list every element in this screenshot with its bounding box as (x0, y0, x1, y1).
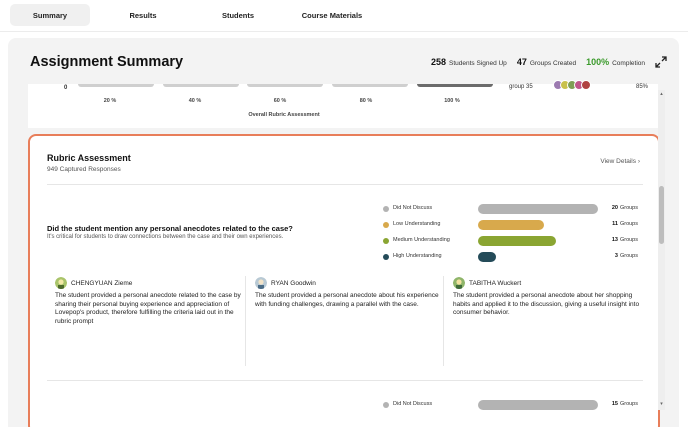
level-count-number: 11 (612, 221, 618, 227)
response-author-name: RYAN Goodwin (271, 279, 316, 287)
rubric-question: Did the student mention any personal anecdotes related to the case? (47, 224, 293, 233)
level-count-unit: Groups (619, 221, 638, 227)
x-tick-label: 80 % (359, 98, 373, 104)
level-count (612, 221, 638, 227)
groups-count: 47 (516, 57, 527, 67)
level-dot (383, 238, 389, 244)
avatar (453, 277, 465, 289)
group-avatars (556, 80, 591, 90)
page-title: Assignment Summary (30, 54, 184, 70)
chart-bar (78, 84, 154, 87)
level-count-unit: Groups (619, 205, 638, 211)
response-author-name: CHENGYUAN Zieme (71, 279, 133, 287)
chart-bar (247, 84, 323, 87)
level-bar (478, 220, 544, 230)
response-author (55, 276, 243, 290)
column-divider (443, 276, 444, 366)
level-bar (478, 204, 598, 214)
level-bar (478, 236, 556, 246)
level-name: High Understanding (393, 253, 442, 259)
tab-results[interactable]: Results (129, 10, 157, 20)
level-count (612, 237, 638, 243)
groups-label: Groups Created (529, 60, 577, 67)
students-label: Students Signed Up (448, 60, 507, 67)
rubric-subtitle: 949 Captured Responses (47, 166, 121, 173)
avatar (581, 80, 591, 90)
chart-bar (163, 84, 239, 87)
level-count-unit: Groups (619, 401, 638, 407)
divider (47, 380, 643, 381)
response-text: The student provided a personal anecdote related to the case by sharing their personal buying experience and appreciation of Lovepop's product, therefore fulfilling the criteria laid out in the rubric prompt (55, 292, 241, 325)
level-count-number: 13 (611, 237, 618, 243)
rubric-question-subtitle: It's critical for students to draw connections between the case and their own experiences. (47, 234, 284, 240)
scrollbar-thumb[interactable] (659, 186, 664, 244)
response-text: The student provided a personal anecdote about her shopping habits and applied it to the discussion, giving a useful insight into consumer behavior. (453, 292, 640, 317)
level-track (478, 204, 598, 214)
level-count (612, 205, 638, 211)
divider (47, 184, 643, 185)
level-count-number: 20 (611, 205, 618, 211)
chevron-right-icon: › (637, 158, 640, 165)
completion-stat (586, 57, 645, 67)
level-name: Medium Understanding (393, 237, 450, 243)
avatar (55, 277, 67, 289)
x-axis-title: Overall Rubric Assessment (248, 112, 320, 118)
level-dot (383, 222, 389, 228)
level-bar (478, 400, 598, 410)
response-card (55, 276, 243, 326)
level-track (478, 400, 598, 410)
view-details-label: View Details (600, 158, 637, 165)
students-count: 258 (430, 57, 446, 67)
scroll-down-arrow[interactable]: ▾ (660, 401, 663, 407)
level-name: Low Understanding (393, 221, 441, 227)
column-divider (245, 276, 246, 366)
x-tick-label: 40 % (188, 98, 202, 104)
rubric-title: Rubric Assessment (47, 153, 131, 163)
level-track (478, 236, 598, 246)
level-track (478, 220, 598, 230)
students-stat (431, 57, 507, 67)
scroll-up-arrow[interactable]: ▴ (660, 91, 663, 97)
level-count (612, 401, 638, 407)
x-tick-label: 20 % (103, 98, 117, 104)
response-card (453, 276, 641, 318)
x-tick-label: 60 % (273, 98, 287, 104)
level-track (478, 252, 598, 262)
level-count (615, 253, 638, 259)
response-author (255, 276, 443, 290)
chart-zero-label: 0 (64, 85, 68, 91)
chart-bar (332, 84, 408, 87)
level-count-number: 3 (614, 253, 618, 259)
level-row-high-understanding (383, 252, 640, 262)
rubric-assessment-card (28, 134, 660, 427)
level-count-number: 15 (611, 401, 618, 407)
tab-students[interactable]: Students (221, 10, 255, 20)
level-row-did-not-discuss-next (383, 400, 640, 410)
response-card (255, 276, 443, 309)
tab-course-materials[interactable]: Course Materials (301, 10, 363, 20)
avatar (255, 277, 267, 289)
level-name: Did Not Discuss (393, 205, 433, 211)
level-count-unit: Groups (619, 253, 638, 259)
completion-label: Completion (612, 60, 645, 67)
tab-bar (0, 0, 688, 32)
group-percentage: 85% (635, 84, 648, 90)
summary-header (8, 38, 679, 84)
overall-rubric-chart (28, 84, 658, 128)
x-tick-label: 100 % (444, 98, 460, 104)
response-text: The student provided a personal anecdote about his experience with funding challenges, drawing a parallel with the case. (255, 292, 439, 308)
response-author-name: TABITHA Wuckert (469, 279, 522, 287)
scrollbar-track[interactable] (658, 90, 665, 410)
level-dot (383, 402, 389, 408)
level-row-low-understanding (383, 220, 640, 230)
tab-summary[interactable]: Summary (10, 4, 90, 26)
level-bar (478, 252, 496, 262)
view-details-link[interactable] (600, 158, 640, 165)
completion-value: 100% (586, 57, 610, 67)
expand-icon[interactable] (655, 56, 667, 68)
chart-bar (417, 84, 493, 87)
level-dot (383, 254, 389, 260)
level-row-medium-understanding (383, 236, 640, 246)
group-name: group 35 (509, 84, 533, 90)
response-author (453, 276, 641, 290)
level-name: Did Not Discuss (393, 401, 433, 407)
summary-panel (8, 38, 679, 427)
level-count-unit: Groups (619, 237, 638, 243)
level-dot (383, 206, 389, 212)
groups-stat (517, 57, 576, 67)
level-row-did-not-discuss (383, 204, 640, 214)
stats-row (431, 57, 645, 67)
